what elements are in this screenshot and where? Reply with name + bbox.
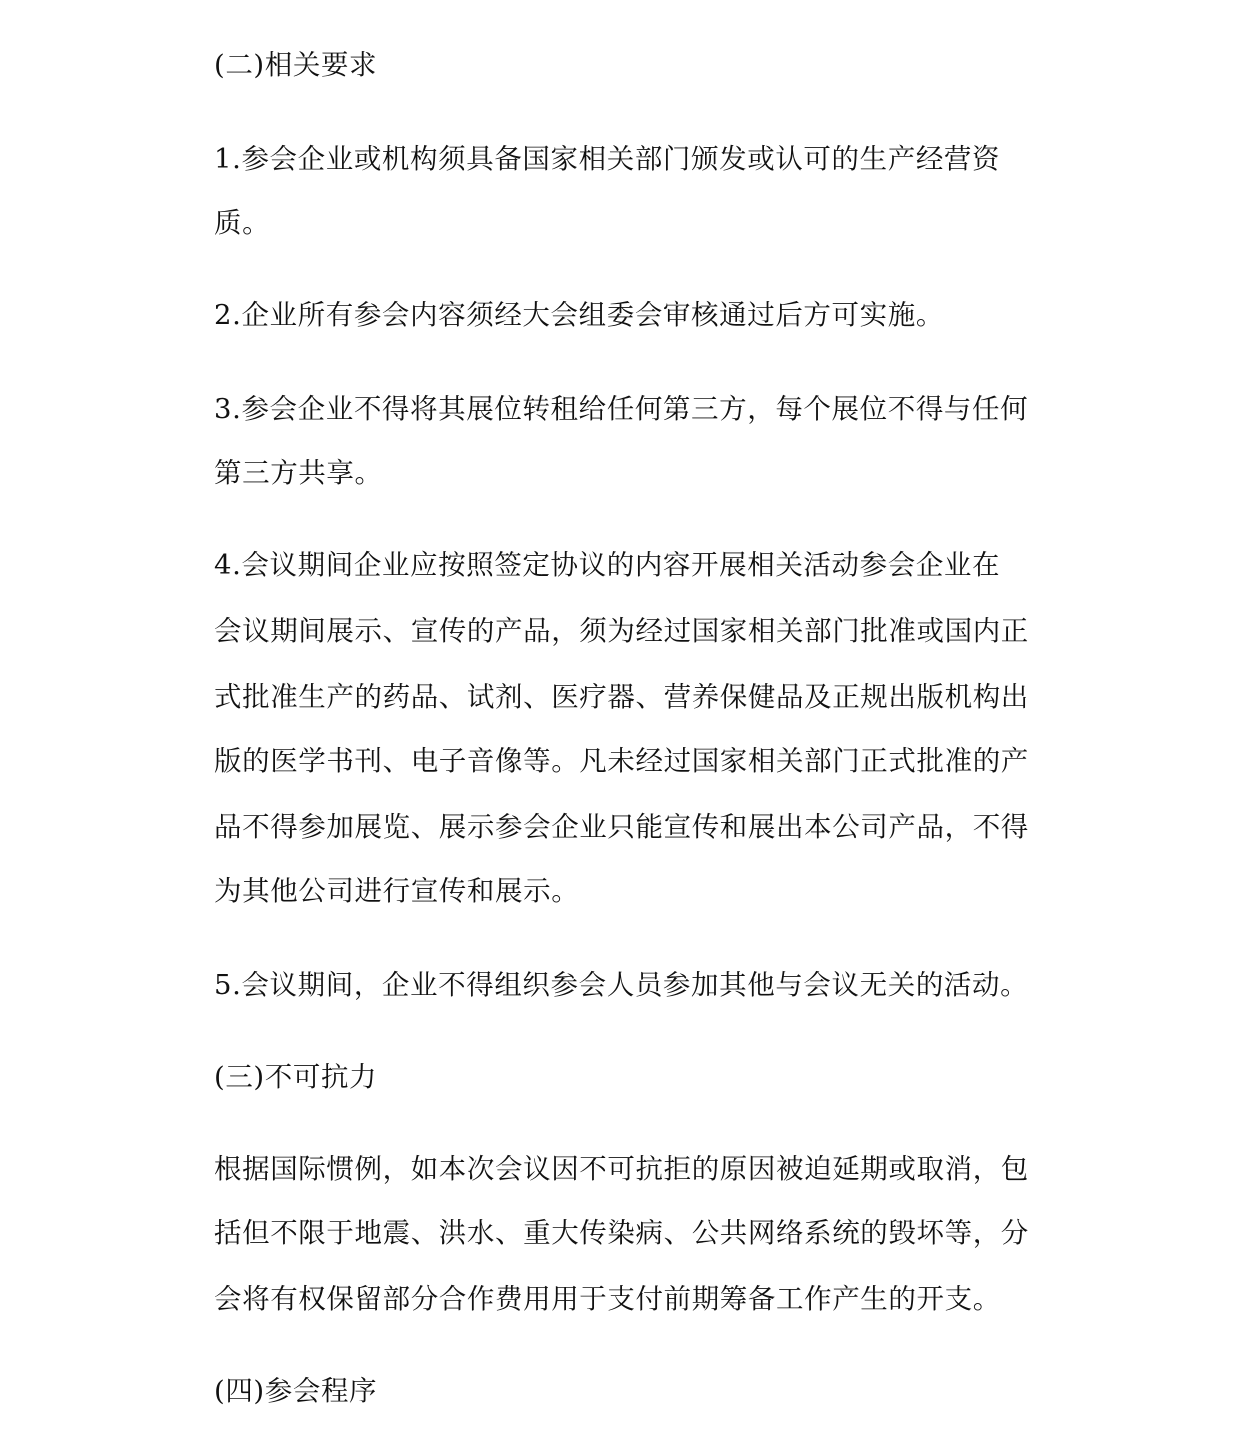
text-line: 为其他公司进行宣传和展示。: [214, 875, 580, 907]
text-line: 4.会议期间企业应按照签定协议的内容开展相关活动参会企业在: [214, 549, 1001, 581]
text-line: 会议期间展示、宣传的产品，须为经过国家相关部门批准或国内正: [214, 615, 1029, 647]
text-line: (二)相关要求: [214, 49, 378, 81]
text-line: 1.参会企业或机构须具备国家相关部门颁发或认可的生产经营资: [214, 143, 1001, 175]
text-line: 5.会议期间，企业不得组织参会人员参加其他与会议无关的活动。: [214, 969, 1029, 1001]
text-line: 2.企业所有参会内容须经大会组委会审核通过后方可实施。: [214, 299, 944, 331]
text-line: 品不得参加展览、展示参会企业只能宣传和展出本公司产品，不得: [214, 811, 1029, 843]
text-line: (四)参会程序: [214, 1375, 378, 1407]
text-line: 第三方共享。: [214, 457, 383, 489]
text-line: 版的医学书刊、电子音像等。凡未经过国家相关部门正式批准的产: [214, 745, 1029, 777]
text-line: 根据国际惯例，如本次会议因不可抗拒的原因被迫延期或取消，包: [214, 1153, 1029, 1185]
text-line: 3.参会企业不得将其展位转租给任何第三方，每个展位不得与任何: [214, 393, 1029, 425]
text-line: 会将有权保留部分合作费用用于支付前期筹备工作产生的开支。: [214, 1283, 1001, 1315]
text-line: 式批准生产的药品、试剂、医疗器、营养保健品及正规出版机构出: [214, 681, 1029, 713]
text-line: (三)不可抗力: [214, 1061, 378, 1093]
text-line: 质。: [214, 207, 271, 239]
text-line: 括但不限于地震、洪水、重大传染病、公共网络系统的毁坏等，分: [214, 1217, 1029, 1249]
